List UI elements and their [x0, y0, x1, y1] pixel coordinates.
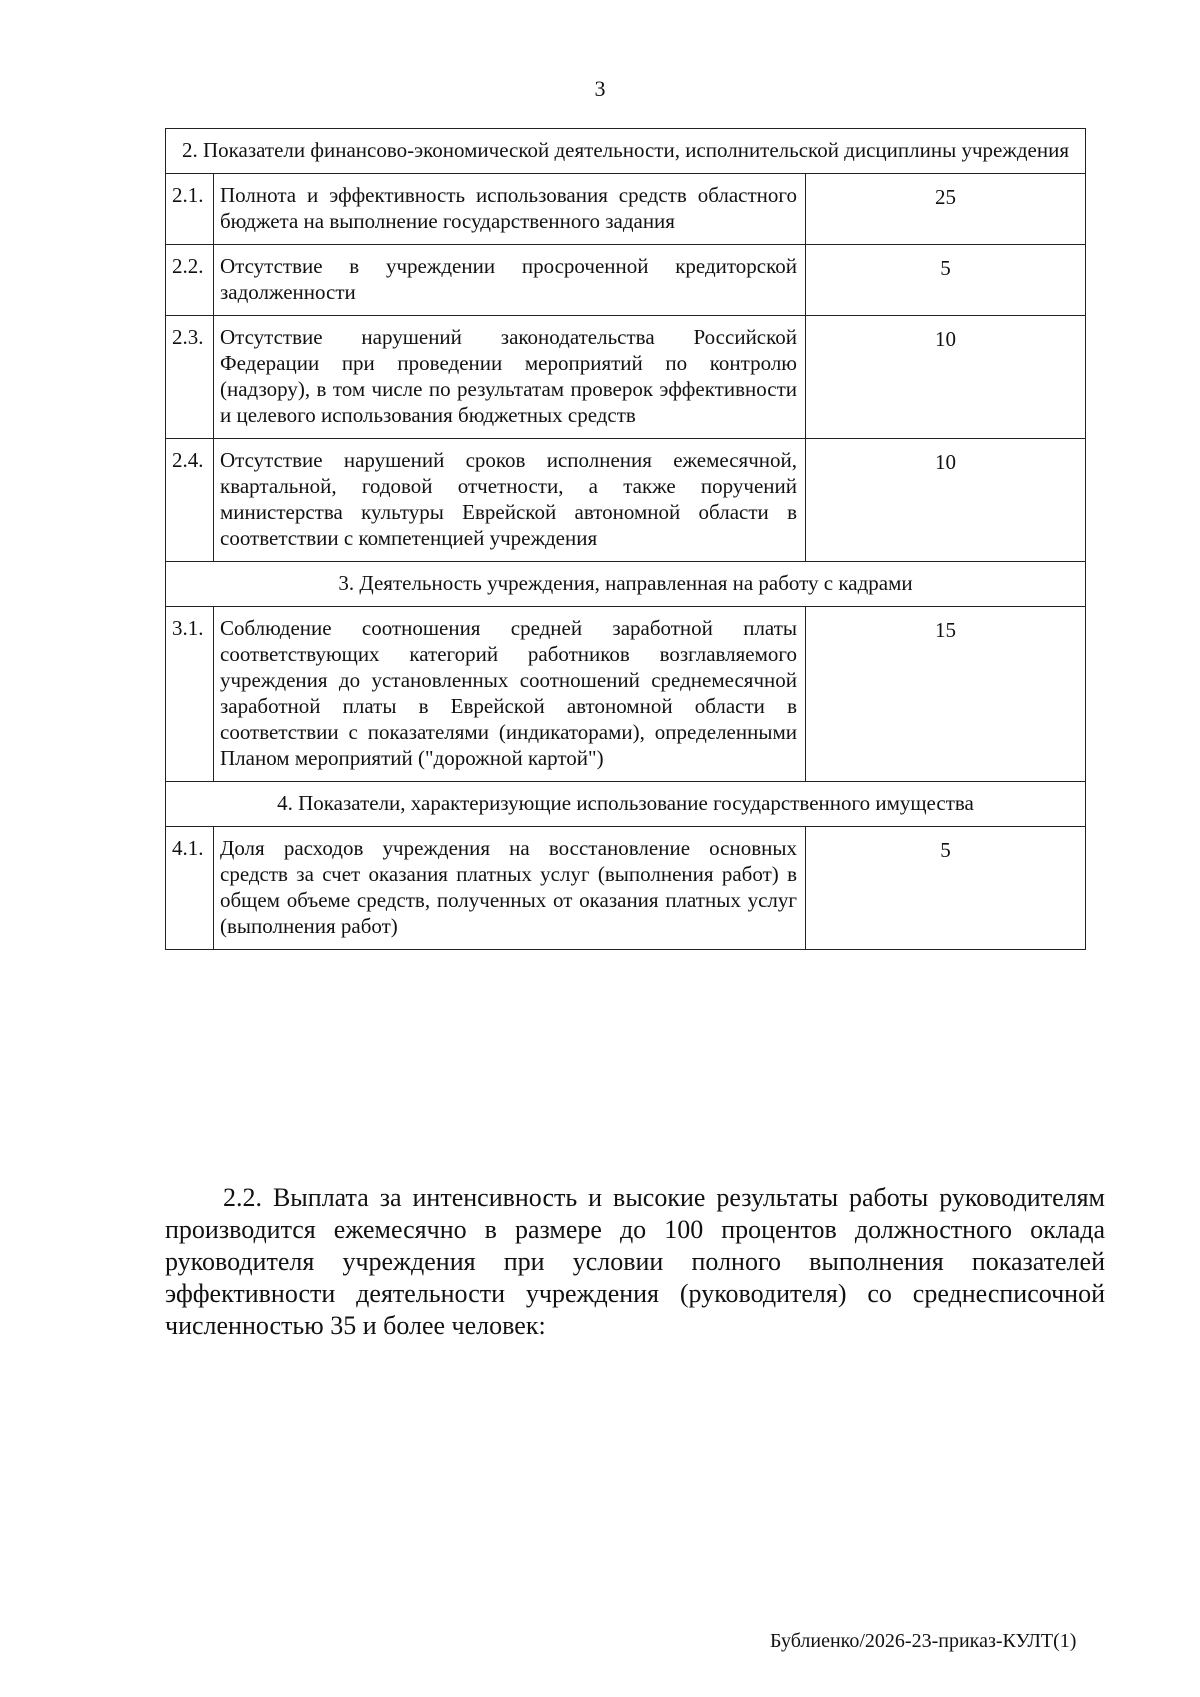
row-value: 5	[806, 827, 1086, 950]
row-value: 5	[806, 245, 1086, 316]
section-title: 2. Показатели финансово-экономической деятельности, исполнительской дисциплины учреждения	[166, 129, 1086, 174]
section-row	[166, 129, 1086, 174]
row-number: 2.4.	[166, 439, 214, 562]
row-text: Полнота и эффективность использования средств областного бюджета на выполнение государственного задания	[214, 174, 806, 245]
row-number: 4.1.	[166, 827, 214, 950]
row-value: 10	[806, 316, 1086, 439]
indicators-table	[165, 128, 1086, 950]
section-row	[166, 782, 1086, 827]
row-text: Соблюдение соотношения средней заработной платы соответствующих категорий работников возглавляемого учреждения до установленных соотношений среднемесячной заработной платы в Еврейской автономной области в соответствии с показателями (индикаторами), определенными Планом мероприятий ("дорожной картой")	[214, 607, 806, 782]
table-row	[166, 607, 1086, 782]
row-value: 25	[806, 174, 1086, 245]
row-number: 3.1.	[166, 607, 214, 782]
row-number: 2.1.	[166, 174, 214, 245]
table-row	[166, 827, 1086, 950]
section-title: 4. Показатели, характеризующие использование государственного имущества	[166, 782, 1086, 827]
row-text: Доля расходов учреждения на восстановление основных средств за счет оказания платных услуг (выполнения работ) в общем объеме средств, полученных от оказания платных услуг (выполнения работ)	[214, 827, 806, 950]
row-value: 15	[806, 607, 1086, 782]
page-number: 3	[594, 76, 606, 101]
row-value: 10	[806, 439, 1086, 562]
table-row	[166, 174, 1086, 245]
table-row	[166, 439, 1086, 562]
row-number: 2.2.	[166, 245, 214, 316]
row-text: Отсутствие в учреждении просроченной кредиторской задолженности	[214, 245, 806, 316]
section-title: 3. Деятельность учреждения, направленная на работу с кадрами	[166, 562, 1086, 607]
table-row	[166, 245, 1086, 316]
row-number: 2.3.	[166, 316, 214, 439]
row-text: Отсутствие нарушений сроков исполнения ежемесячной, квартальной, годовой отчетности, а также поручений министерства культуры Еврейской автономной области в соответствии с компетенцией учреждения	[214, 439, 806, 562]
section-row	[166, 562, 1086, 607]
body-paragraph: 2.2. Выплата за интенсивность и высокие результаты работы руководителям производится ежемесячно в размере до 100 процентов должностного оклада руководителя учреждения при условии полного выполнения показателей эффективности деятельности учреждения (руководителя) со среднесписочной численностью 35 и более человек:	[165, 1183, 1105, 1340]
table-row	[166, 316, 1086, 439]
row-text: Отсутствие нарушений законодательства Российской Федерации при проведении мероприятий по контролю (надзору), в том числе по результатам проверок эффективности и целевого использования бюджетных средств	[214, 316, 806, 439]
document-footer: Бублиенко/2026-23-приказ-КУЛТ(1)	[770, 1630, 1077, 1652]
